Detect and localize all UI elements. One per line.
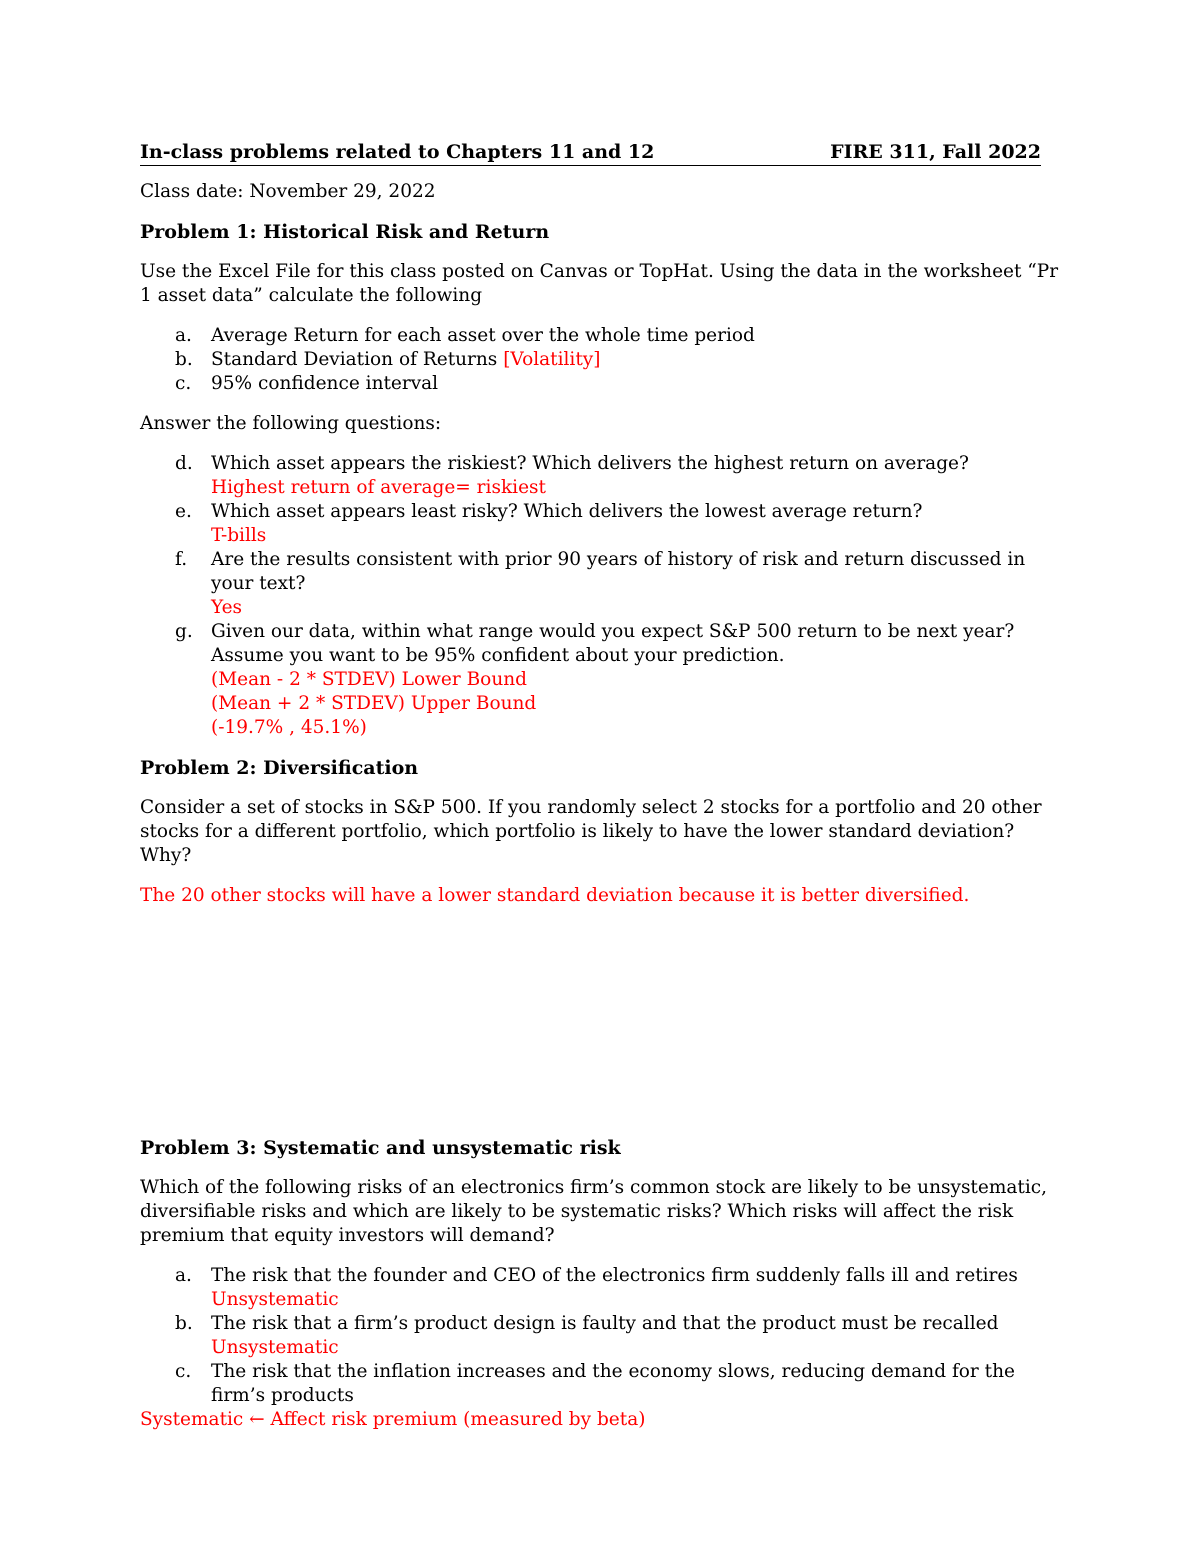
problem1-title: Problem 1: Historical Risk and Return [140, 221, 550, 243]
problem3-title: Problem 3: Systematic and unsystematic risk [140, 1137, 621, 1159]
item-text: Average Return for each asset over the whole time period [211, 325, 755, 346]
list-item [140, 548, 1060, 620]
list-item [140, 372, 1060, 396]
list-item [140, 1360, 1060, 1408]
item-label: d. [175, 453, 193, 474]
header-course: FIRE 311, Fall 2022 [830, 141, 1041, 163]
list-item [140, 1312, 1060, 1360]
header-title: In-class problems related to Chapters 11 and 12 [140, 141, 655, 163]
item-label: g. [175, 621, 193, 642]
list-item [140, 1264, 1060, 1312]
item-label: b. [175, 349, 193, 370]
answer-text: Unsystematic [211, 1289, 339, 1310]
item-text: The risk that the founder and CEO of the electronics firm suddenly falls ill and retires [211, 1265, 1018, 1286]
answer-text: Unsystematic [211, 1337, 339, 1358]
item-label: f. [175, 549, 188, 570]
class-date: Class date: November 29, 2022 [140, 181, 436, 202]
answer-text: Yes [211, 597, 243, 618]
list-item [140, 348, 1060, 372]
answer-text: T-bills [211, 525, 267, 546]
list-item [140, 500, 1060, 548]
item-label: c. [175, 1361, 192, 1382]
problem3-text: Which of the following risks of an electronics firm’s common stock are likely to be unsystematic, diversifiable risks and which are likely to be systematic risks? Which risks will affect the risk premium that equity investors will demand? [140, 1177, 1047, 1246]
problem2-text: Consider a set of stocks in S&P 500. If you randomly select 2 stocks for a portfolio and 20 other stocks for a different portfolio, which portfolio is likely to have the lower standard deviation? Why? [140, 797, 1042, 866]
questions-intro: Answer the following questions: [140, 413, 442, 434]
question-text: Which asset appears the riskiest? Which delivers the highest return on average? [211, 453, 969, 474]
problem1-task-list [140, 324, 1060, 396]
item-label: e. [175, 501, 192, 522]
item-text: The risk that a firm’s product design is faulty and that the product must be recalled [211, 1313, 999, 1334]
item-label: b. [175, 1313, 193, 1334]
item-text: 95% confidence interval [211, 373, 439, 394]
item-label: c. [175, 373, 192, 394]
answer-line: (-19.7% , 45.1%) [211, 717, 367, 738]
problem1-intro: Use the Excel File for this class posted on Canvas or TopHat. Using the data in the worksheet “Pr 1 asset data” calculate the following [140, 261, 1059, 306]
problem2-answer: The 20 other stocks will have a lower standard deviation because it is better diversified. [140, 885, 970, 906]
item-label: a. [175, 1265, 192, 1286]
document-content [140, 140, 1060, 1432]
question-text: Are the results consistent with prior 90 years of history of risk and return discussed in your text? [211, 549, 1026, 594]
answer-line: (Mean - 2 * STDEV) Lower Bound [211, 669, 527, 690]
problem1-question-list [140, 452, 1060, 740]
list-item [140, 452, 1060, 500]
problem3-final-answer: Systematic ← Affect risk premium (measured by beta) [140, 1409, 646, 1430]
answer-text: Highest return of average= riskiest [211, 477, 546, 498]
document-header [140, 140, 1041, 166]
question-text: Which asset appears least risky? Which delivers the lowest average return? [211, 501, 923, 522]
question-text: Given our data, within what range would you expect S&P 500 return to be next year? Assume you want to be 95% confident about your prediction. [211, 621, 1015, 666]
item-note: [Volatility] [503, 349, 601, 370]
answer-line: (Mean + 2 * STDEV) Upper Bound [211, 693, 537, 714]
item-label: a. [175, 325, 192, 346]
item-text: Standard Deviation of Returns [211, 349, 498, 370]
list-item [140, 620, 1060, 740]
problem2-title: Problem 2: Diversification [140, 757, 419, 779]
blank-space [140, 908, 1060, 1136]
problem3-item-list [140, 1264, 1060, 1408]
item-text: The risk that the inflation increases and the economy slows, reducing demand for the firm’s products [211, 1361, 1015, 1406]
list-item [140, 324, 1060, 348]
